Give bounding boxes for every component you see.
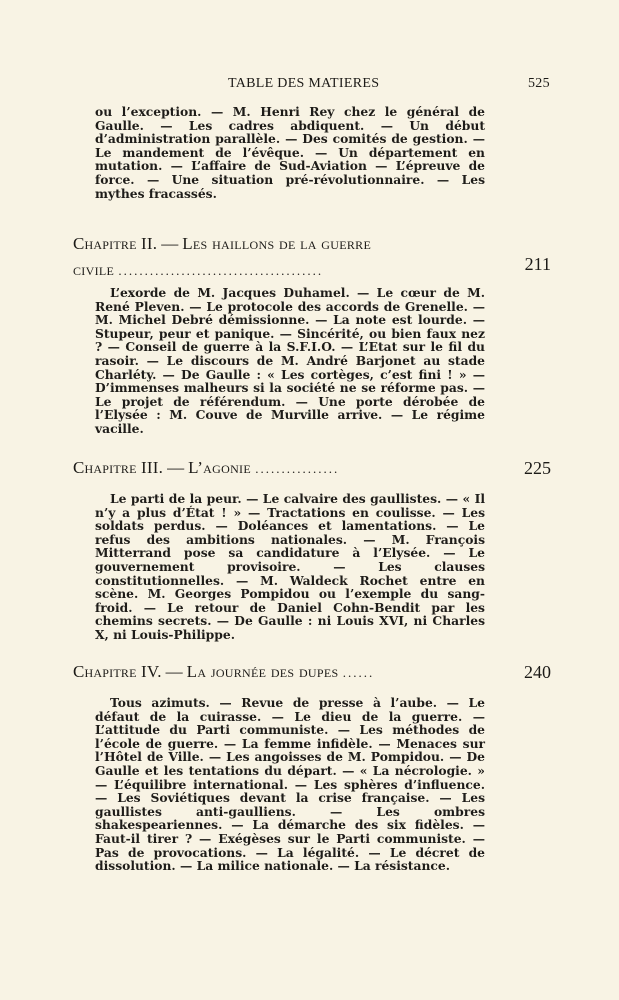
chapter-heading-2: Chapitre II. — Les haillons de la guerre civile ....................................... 211	[73, 234, 551, 279]
chapter-label: Chapitre III.	[73, 458, 164, 477]
leader-dots: .......................................	[118, 263, 324, 278]
leader-dots: ......	[342, 665, 375, 680]
chapter-title: Les haillons de la guerre	[182, 234, 372, 253]
chapter-title-continued: civile	[73, 260, 115, 279]
chapter-page-number: 240	[524, 662, 551, 682]
chapter-page-number: 225	[524, 458, 551, 478]
chapter-title: L’agonie	[188, 458, 251, 477]
chapter-summary-3: Le parti de la peur. — Le calvaire des gaullistes. — « Il n’y a plus d’État ! » — Tractations en coulisse. — Les soldats perdus. — Doléances et lamentations. — Le refus des ambitions nationales. — M. François Mitterrand pose sa candidature à l’Elysée. — Le gouvernement provisoire. — Les clauses constitutionnelles. — M. Waldeck Rochet entre en scène. M. Georges Pompidou ou l’exemple du sang-froid. — Le retour de Daniel Cohn-Bendit par les chemins secrets. — De Gaulle : ni Louis XVI, ni Charles X, ni Louis-Philippe.	[95, 491, 485, 642]
running-title: TABLE DES MATIERES	[228, 76, 380, 91]
chapter-page-number: 211	[524, 254, 551, 274]
chapter-heading-3: Chapitre III. — L’agonie ................ 225	[73, 458, 551, 478]
chapter-summary-4: Tous azimuts. — Revue de presse à l’aube. — Le défaut de la cuirasse. — Le dieu de la guerre. — L’attitude du Parti communiste. — Les méthodes de l’école de guerre. — La femme infidèle. — Menaces sur l’Hôtel de Ville. — Les angoisses de M. Pompidou. — De Gaulle et les tentations du départ. — « La nécrologie. » — L’équilibre international. — Les sphères d’influence. — Les Soviétiques devant la crise française. — Les gaullistes anti-gaulliens. — Les ombres shakespeariennes. — La démarche des six fidèles. — Faut-il tirer ? — Exégèses sur le Parti communiste. — Pas de provocations. — La légalité. — Le décret de dissolution. — La milice nationale. — La résistance.	[95, 695, 485, 874]
chapter-title: La journée des dupes	[186, 662, 339, 681]
page-number: 525	[528, 76, 550, 91]
chapter-heading-4: Chapitre IV. — La journée des dupes ...... 240	[73, 662, 551, 682]
intro-summary: ou l’exception. — M. Henri Rey chez le général de Gaulle. — Les cadres abdiquent. — Un début d’administration parallèle. — Des comités de gestion. — Le mandement de l’évêque. — Un département en mutation. — L’affaire de Sud-Aviation — L’épreuve de force. — Une situation pré-révolutionnaire. — Les mythes fracassés.	[95, 104, 485, 201]
chapter-label: Chapitre II.	[73, 234, 158, 253]
running-head	[0, 76, 619, 96]
chapter-label: Chapitre IV.	[73, 662, 162, 681]
chapter-summary-2: L’exorde de M. Jacques Duhamel. — Le cœur de M. René Pleven. — Le protocole des accords de Grenelle. — M. Michel Debré démissionne. — La note est lourde. — Stupeur, peur et panique. — Sincérité, ou bien faux nez ? — Conseil de guerre à la S.F.I.O. — L’Etat sur le fil du rasoir. — Le discours de M. André Barjonet au stade Charléty. — De Gaulle : « Les cortèges, c’est fini ! » — D’immenses malheurs si la société ne se réforme pas. — Le projet de référendum. — Une porte dérobée de l’Elysée : M. Couve de Murville arrive. — Le régime vacille.	[95, 285, 485, 436]
leader-dots: ................	[255, 461, 340, 476]
